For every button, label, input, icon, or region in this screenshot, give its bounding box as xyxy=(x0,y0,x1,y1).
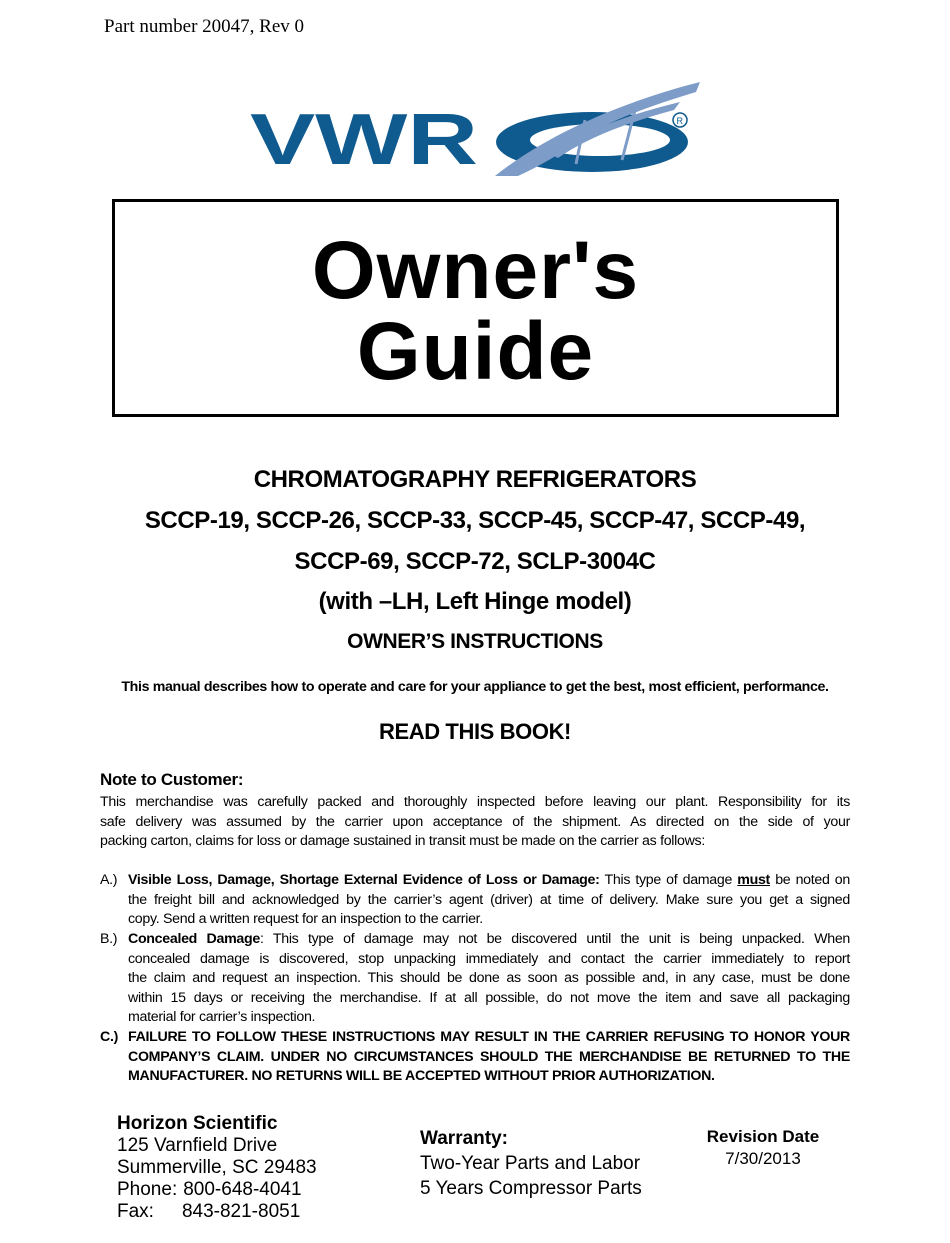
warranty-heading: Warranty: xyxy=(420,1128,508,1149)
warranty xyxy=(420,1126,642,1201)
note-line: packing carton, claims for loss or damage sustained in transit must be made on the carrier as follows: xyxy=(100,833,705,850)
svg-text:R: R xyxy=(676,116,683,126)
item-line: FAILURE TO FOLLOW THESE INSTRUCTIONS MAY RESULT IN THE CARRIER REFUSING TO HONOR YOUR xyxy=(128,1029,850,1045)
fax-number: 843-821-8051 xyxy=(181,1201,301,1222)
item-text: be noted on xyxy=(769,872,850,888)
instructions-heading: OWNER’S INSTRUCTIONS xyxy=(347,630,603,653)
phone-row xyxy=(117,1179,317,1201)
item-label: B.) xyxy=(100,931,118,947)
address-line: Summerville, SC 29483 xyxy=(117,1157,317,1178)
fax-label: Fax: xyxy=(117,1201,154,1222)
models-line: (with –LH, Left Hinge model) xyxy=(318,588,632,615)
note-line: This merchandise was carefully packed and thoroughly inspected before leaving our plant. Responsibility for its xyxy=(100,794,850,810)
item-line: the freight bill and acknowledged by the carrier’s agent (driver) at time of delivery. Make sure you get a signed xyxy=(128,891,850,908)
note-heading: Note to Customer: xyxy=(100,770,244,789)
item-label: A.) xyxy=(100,872,118,888)
phone-label: Phone: xyxy=(117,1179,178,1200)
item-line: within 15 days or receiving the merchandise. If at all possible, do not move the item and save all packaging xyxy=(128,989,850,1006)
emphasis-must: must xyxy=(737,872,770,888)
fax-row xyxy=(117,1201,317,1223)
revision-date xyxy=(700,1126,826,1170)
item-bold-lead: Visible Loss, Damage, Shortage External Evidence of Loss or Damage: xyxy=(128,872,600,888)
item-bold-lead: Concealed Damage xyxy=(128,931,260,947)
item-text: : This type of damage may not be discovered until the unit is being unpacked. When xyxy=(259,931,851,947)
item-line: MANUFACTURER. NO RETURNS WILL BE ACCEPTED WITHOUT PRIOR AUTHORIZATION. xyxy=(128,1068,715,1085)
revision-heading: Revision Date xyxy=(706,1127,820,1146)
company-contact xyxy=(117,1113,317,1223)
vwr-logo xyxy=(250,80,700,180)
item-line: the claim and request an inspection. This should be done as soon as possible and, in any case, must be done xyxy=(128,970,850,987)
note-line: safe delivery was assumed by the carrier upon acceptance of the shipment. As directed on the side of your xyxy=(100,813,850,830)
item-label: C.) xyxy=(100,1029,119,1045)
revision-value: 7/30/2013 xyxy=(725,1149,801,1168)
item-text: This type of damage xyxy=(599,872,738,888)
warranty-line: Two-Year Parts and Labor xyxy=(420,1153,641,1174)
read-this-book: READ THIS BOOK! xyxy=(378,719,571,744)
title-owners: Owner's xyxy=(311,225,640,316)
title-guide: Guide xyxy=(356,306,595,397)
title-box xyxy=(112,199,839,417)
product-heading: CHROMATOGRAPHY REFRIGERATORS xyxy=(253,466,697,493)
models-line: SCCP-19, SCCP-26, SCCP-33, SCCP-45, SCCP-47, SCCP-49, xyxy=(144,507,806,534)
address-line: 125 Varnfield Drive xyxy=(117,1135,278,1156)
warranty-line: 5 Years Compressor Parts xyxy=(420,1178,642,1199)
item-line: material for carrier’s inspection. xyxy=(128,1009,316,1026)
logo-text: VWR xyxy=(250,100,478,180)
note-body xyxy=(100,793,850,852)
item-line: copy. Send a written request for an inspection to the carrier. xyxy=(128,911,483,928)
vwr-logo-graphic xyxy=(250,80,700,180)
models-line: SCCP-69, SCCP-72, SCLP-3004C xyxy=(294,548,656,575)
item-line: COMPANY’S CLAIM. UNDER NO CIRCUMSTANCES SHOULD THE MERCHANDISE BE RETURNED TO THE xyxy=(128,1048,850,1065)
part-number: Part number 20047, Rev 0 xyxy=(104,16,305,37)
manual-description: This manual describes how to operate and care for your appliance to get the best, most efficient, performance. xyxy=(121,679,829,695)
item-line: concealed damage is discovered, stop unpacking immediately and contact the carrier immediately to report xyxy=(128,950,850,967)
phone-number: 800-648-4041 xyxy=(183,1179,302,1200)
company-name: Horizon Scientific xyxy=(117,1113,278,1134)
